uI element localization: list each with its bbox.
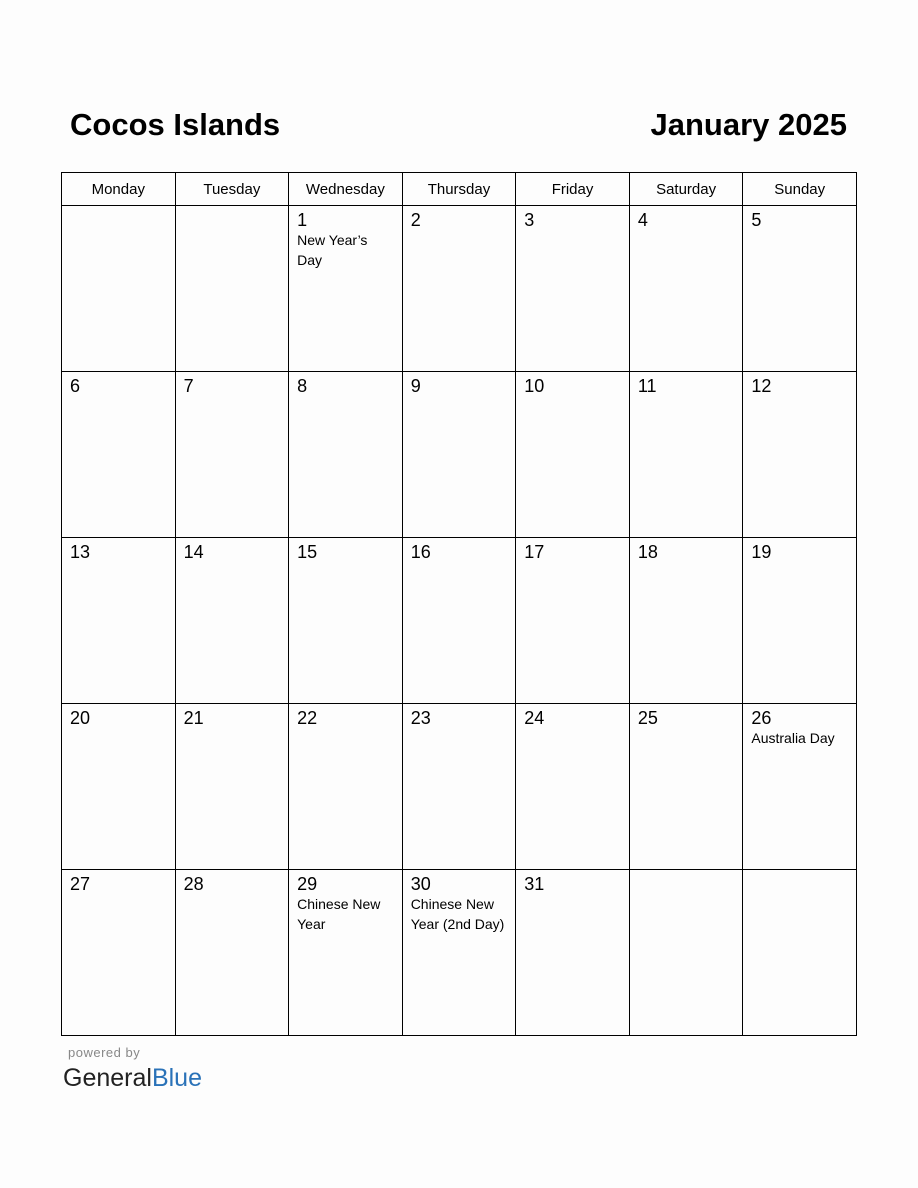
day-number: 13 xyxy=(70,542,91,562)
weekday-header-row xyxy=(62,173,857,206)
day-number: 27 xyxy=(70,874,91,894)
day-number: 10 xyxy=(524,376,545,396)
day-cell xyxy=(62,704,176,870)
month-year-title: January 2025 xyxy=(650,107,847,142)
day-cell xyxy=(516,870,630,1036)
day-number: 19 xyxy=(751,542,772,562)
day-number: 1 xyxy=(297,210,308,230)
day-cell xyxy=(402,704,516,870)
week-row-1 xyxy=(62,206,857,372)
day-number: 12 xyxy=(751,376,772,396)
day-number xyxy=(630,870,743,874)
week-row-3 xyxy=(62,538,857,704)
day-number: 25 xyxy=(637,708,658,728)
holiday-label: Australia Day xyxy=(751,730,835,746)
day-cell xyxy=(175,372,289,538)
day-cell xyxy=(289,870,403,1036)
day-cell xyxy=(402,538,516,704)
day-cell xyxy=(175,206,289,372)
day-number: 7 xyxy=(183,376,194,396)
day-number: 23 xyxy=(410,708,431,728)
day-number: 24 xyxy=(524,708,545,728)
day-number: 26 xyxy=(751,708,772,728)
day-number: 17 xyxy=(524,542,545,562)
day-cell xyxy=(743,870,857,1036)
day-number xyxy=(176,206,289,210)
holiday-label: Chinese New Year xyxy=(297,896,381,932)
day-cell xyxy=(629,372,743,538)
weekday-wednesday: Wednesday xyxy=(289,173,403,206)
day-cell xyxy=(629,870,743,1036)
week-row-2 xyxy=(62,372,857,538)
weekday-monday: Monday xyxy=(62,173,176,206)
day-cell xyxy=(62,372,176,538)
day-cell xyxy=(516,372,630,538)
day-cell xyxy=(62,870,176,1036)
day-number: 20 xyxy=(70,708,91,728)
week-row-5 xyxy=(62,870,857,1036)
weekday-sunday: Sunday xyxy=(743,173,857,206)
day-cell xyxy=(629,206,743,372)
day-number: 2 xyxy=(410,210,421,230)
day-cell xyxy=(289,206,403,372)
day-cell xyxy=(402,372,516,538)
day-number: 29 xyxy=(297,874,318,894)
day-number: 22 xyxy=(297,708,318,728)
day-cell xyxy=(175,704,289,870)
day-cell xyxy=(289,372,403,538)
day-number: 11 xyxy=(637,376,657,396)
weekday-saturday: Saturday xyxy=(629,173,743,206)
day-number: 3 xyxy=(524,210,535,230)
day-cell xyxy=(62,206,176,372)
day-cell xyxy=(402,870,516,1036)
day-cell xyxy=(629,704,743,870)
day-number: 31 xyxy=(524,874,545,894)
day-number: 9 xyxy=(410,376,421,396)
day-cell xyxy=(289,538,403,704)
day-cell xyxy=(402,206,516,372)
day-number xyxy=(62,206,175,210)
weekday-tuesday: Tuesday xyxy=(175,173,289,206)
day-cell xyxy=(743,372,857,538)
week-row-4 xyxy=(62,704,857,870)
day-number: 5 xyxy=(751,210,762,230)
day-number: 30 xyxy=(410,874,431,894)
day-cell xyxy=(516,538,630,704)
day-cell xyxy=(516,206,630,372)
day-number: 14 xyxy=(183,542,204,562)
day-number: 28 xyxy=(183,874,204,894)
weekday-friday: Friday xyxy=(516,173,630,206)
holiday-label: Chinese New Year (2nd Day) xyxy=(410,896,505,932)
day-number: 21 xyxy=(183,708,204,728)
holiday-label: New Year’s Day xyxy=(297,232,368,268)
day-number: 18 xyxy=(637,542,658,562)
day-number: 4 xyxy=(637,210,648,230)
generalblue-logo[interactable] xyxy=(63,1062,202,1094)
calendar-grid xyxy=(61,172,857,1036)
day-number: 6 xyxy=(70,376,81,396)
day-cell xyxy=(62,538,176,704)
day-number: 15 xyxy=(297,542,318,562)
day-cell xyxy=(516,704,630,870)
day-cell xyxy=(743,704,857,870)
day-number: 16 xyxy=(410,542,431,562)
brand-general-text: General xyxy=(63,1064,152,1092)
day-cell xyxy=(175,538,289,704)
day-cell xyxy=(629,538,743,704)
day-cell xyxy=(743,538,857,704)
brand-blue-text: Blue xyxy=(151,1064,202,1092)
day-number: 8 xyxy=(297,376,308,396)
country-title: Cocos Islands xyxy=(70,107,281,142)
day-number xyxy=(743,870,856,874)
powered-by-label: powered by xyxy=(68,1045,141,1060)
weekday-thursday: Thursday xyxy=(402,173,516,206)
day-cell xyxy=(289,704,403,870)
day-cell xyxy=(175,870,289,1036)
day-cell xyxy=(743,206,857,372)
